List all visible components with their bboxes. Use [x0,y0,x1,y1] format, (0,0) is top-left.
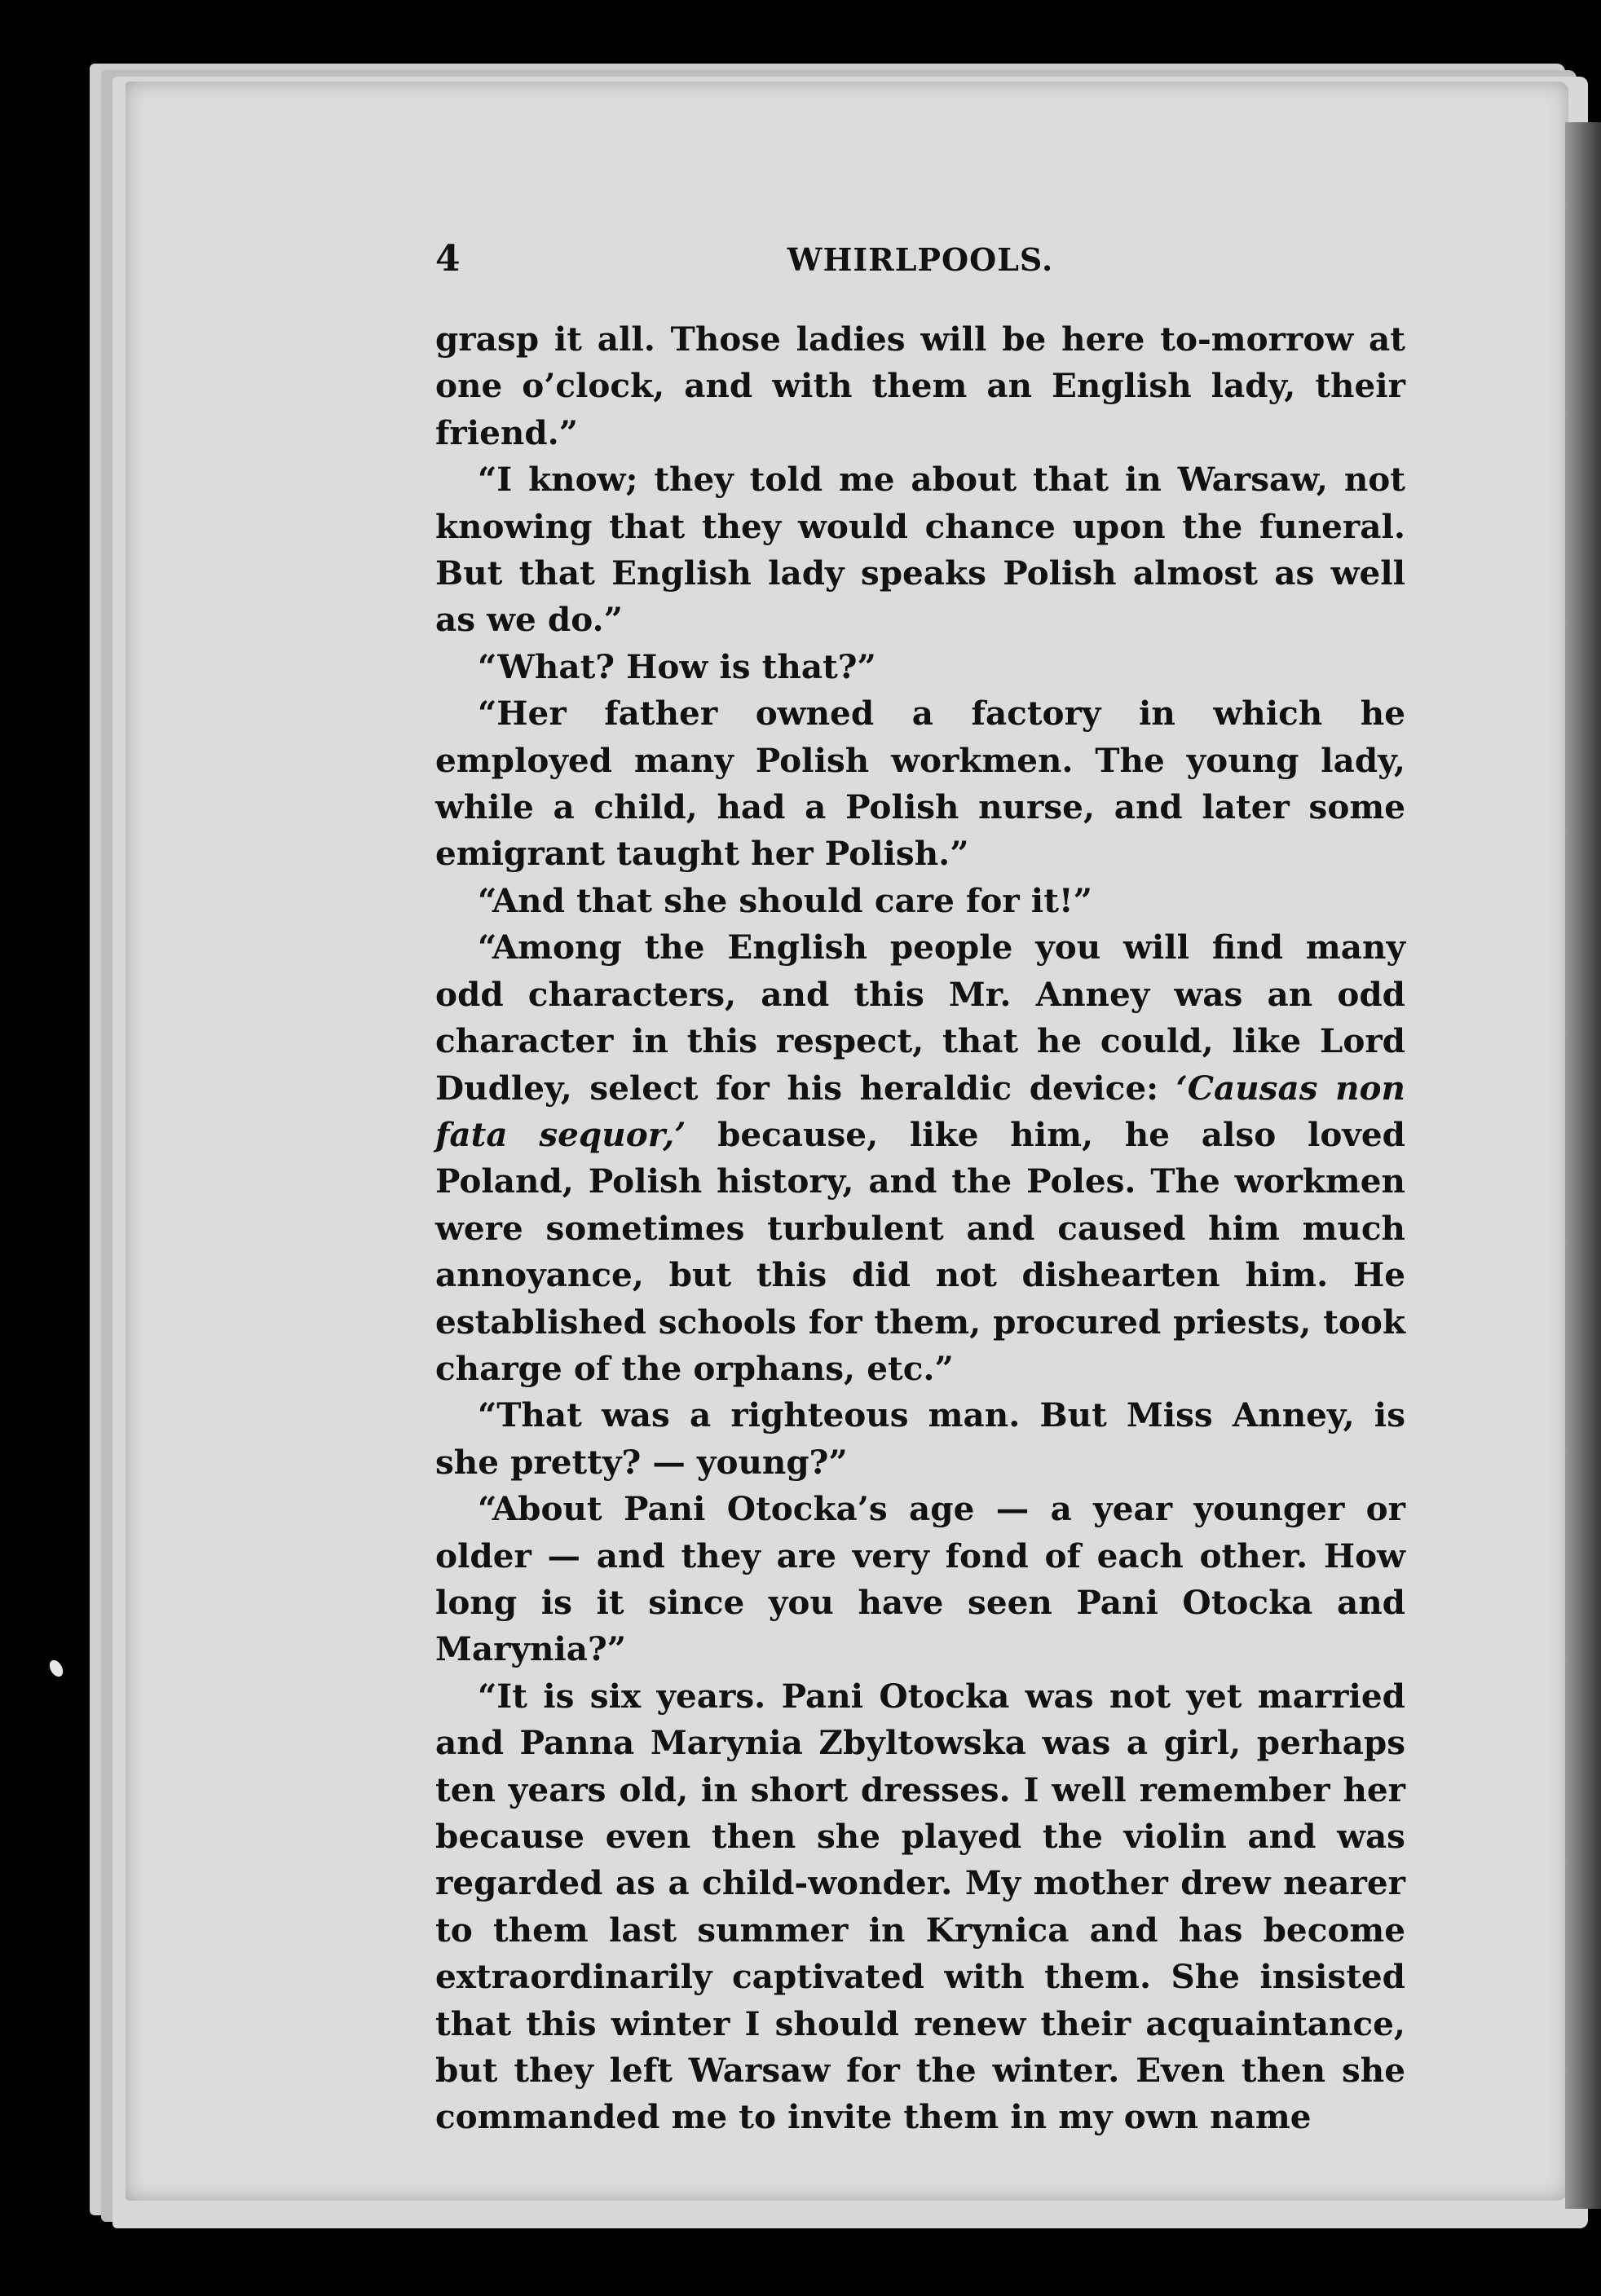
paragraph [435,644,1405,690]
page-header [435,238,1405,287]
paragraph-text: grasp it all. Those ladies will be here to-morrow at one o’clock, and with them an English lady, their friend.” [435,320,1405,452]
paragraph-text: because, like him, he also loved Poland, Polish history, and the Poles. The workmen were sometimes turbulent and caused him much annoyance, but this did not dishearten him. He established schools for them, procured priests, took charge of the orphans, etc.” [435,1114,1405,1388]
running-title: WHIRLPOOLS. [787,241,1054,278]
paragraph-text: “I know; they told me about that in Warsaw, not knowing that they would chance upon the funeral. But that English lady speaks Polish almost as well as we do.” [435,460,1405,640]
paragraph [435,878,1405,924]
paragraph [435,1673,1405,2141]
paragraph-text: “Among the English people you will find many odd characters, and this Mr. Anney was an odd character in this respect, that he could, like Lord Dudley, select for his heraldic device: [435,928,1405,1108]
paragraph-text: “Her father owned a factory in which he employed many Polish workmen. The young lady, while a child, had a Polish nurse, and later some emigrant taught her Polish.” [435,694,1405,874]
latin-motto: ‘Causas non fata sequor,’ [435,1068,1405,1154]
paragraph-text: “About Pani Otocka’s age — a year younger or older — and they are very fond of each other. How long is it since you have seen Pani Otocka and Marynia?” [435,1489,1405,1669]
page-number: 4 [435,238,461,280]
body-text [435,316,1405,2141]
paragraph [435,1486,1405,1673]
paragraph-text: “It is six years. Pani Otocka was not yet married and Panna Marynia Zbyltowska was a girl, perhaps ten years old, in short dresses. I well remember her because even then she played the violin and was regarded as a child-wonder. My mother drew nearer to them last summer in Krynica and has become extraordinarily captivated with them. She insisted that this winter I should renew their acquaintance, but they left Warsaw for the winter. Even then she commanded me to invite them in my own name [435,1676,1405,2137]
book-spine-edge [1565,122,1601,2209]
paragraph-text: “What? How is that?” [478,646,876,686]
paragraph-text: “And that she should care for it!” [478,880,1092,920]
paragraph [435,690,1405,878]
paragraph-text: “That was a righteous man. But Miss Anney, is she pretty? — young?” [435,1395,1405,1482]
scan-speck [46,1658,65,1679]
paragraph [435,924,1405,1392]
paragraph [435,456,1405,644]
paragraph [435,1392,1405,1486]
paragraph [435,316,1405,456]
